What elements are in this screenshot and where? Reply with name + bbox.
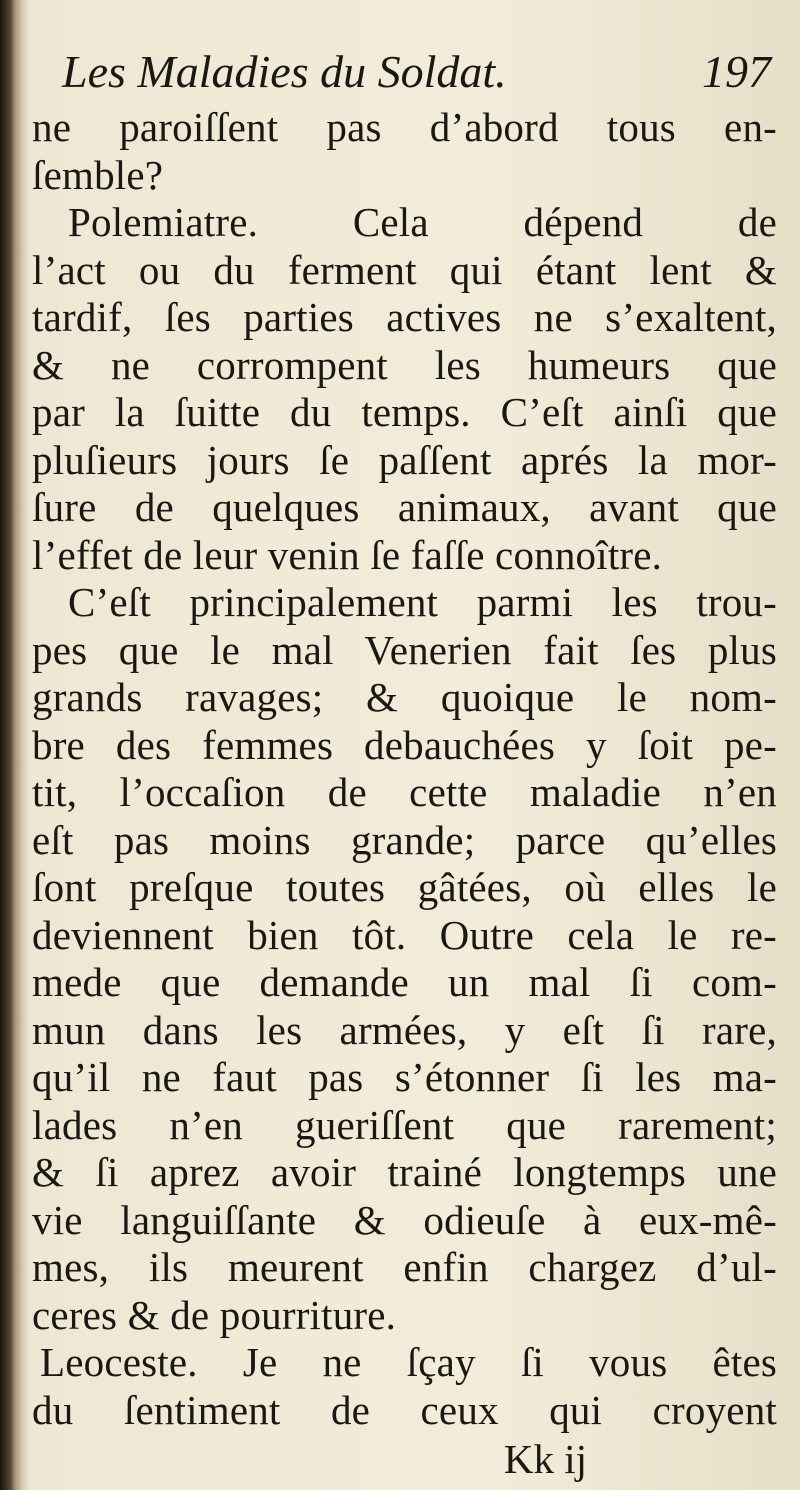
- text-line: eſt pas moins grande; parce qu’elles: [32, 816, 777, 863]
- text-line: pes que le mal Venerien fait ſes plus: [32, 626, 777, 673]
- text-line: qu’il ne faut pas s’étonner ſi les ma-: [32, 1054, 777, 1100]
- text-line: ne paroiſſent pas d’abord tous en-: [32, 104, 777, 150]
- text-line: ſont preſque toutes gâtées, où elles le: [32, 864, 777, 910]
- text-line: tardif, ſes parties actives ne s’exaltent,: [32, 294, 777, 340]
- text-line: deviennent bien tôt. Outre cela le re-: [32, 911, 777, 958]
- text-line: & ne corrompent les humeurs que: [32, 341, 777, 388]
- running-header: [32, 40, 777, 104]
- text-line: & ſi aprez avoir trainé longtemps une: [32, 1149, 777, 1195]
- text-line: par la ſuitte du temps. C’eſt ainſi que: [32, 389, 777, 435]
- binding-gutter: [0, 0, 22, 1490]
- text-line: du ſentiment de ceux qui croyent: [32, 1386, 777, 1433]
- page-number: 197: [702, 46, 771, 97]
- text-line: ceres & de pourriture.: [32, 1291, 397, 1338]
- text-line: pluſieurs jours ſe paſſent aprés la mor-: [32, 436, 777, 483]
- text-line: l’act ou du ferment qui étant lent &: [32, 246, 777, 293]
- speaker-line: Polemiatre. Cela dépend de: [68, 199, 777, 245]
- text-line: tit, l’occaſion de cette maladie n’en: [32, 769, 777, 815]
- text-line: ſure de quelques animaux, avant que: [32, 484, 777, 530]
- paragraph-start-line: C’eſt principalement parmi les trou-: [68, 579, 777, 625]
- text-line: bre des femmes debauchées y ſoit pe-: [32, 721, 777, 768]
- signature-mark: Kk ij: [503, 1436, 587, 1482]
- speaker-line: Leoceste. Je ne ſçay ſi vous êtes: [40, 1339, 777, 1385]
- text-line: mun dans les armées, y eſt ſi rare,: [32, 1006, 777, 1053]
- text-line: mes, ils meurent enfin chargez d’ul-: [32, 1244, 777, 1290]
- text-line: l’effet de leur venin ſe faſſe connoître.: [32, 531, 663, 578]
- page-text: [32, 40, 777, 1484]
- text-line: ſemble?: [32, 151, 164, 198]
- text-line: lades n’en gueriſſent que rarement;: [32, 1101, 777, 1148]
- text-line: mede que demande un mal ſi com-: [32, 959, 777, 1005]
- text-line: vie languiſſante & odieuſe à eux-mê-: [32, 1196, 777, 1243]
- text-line: grands ravages; & quoique le nom-: [32, 674, 777, 720]
- running-title: Les Maladies du Soldat.: [62, 46, 507, 97]
